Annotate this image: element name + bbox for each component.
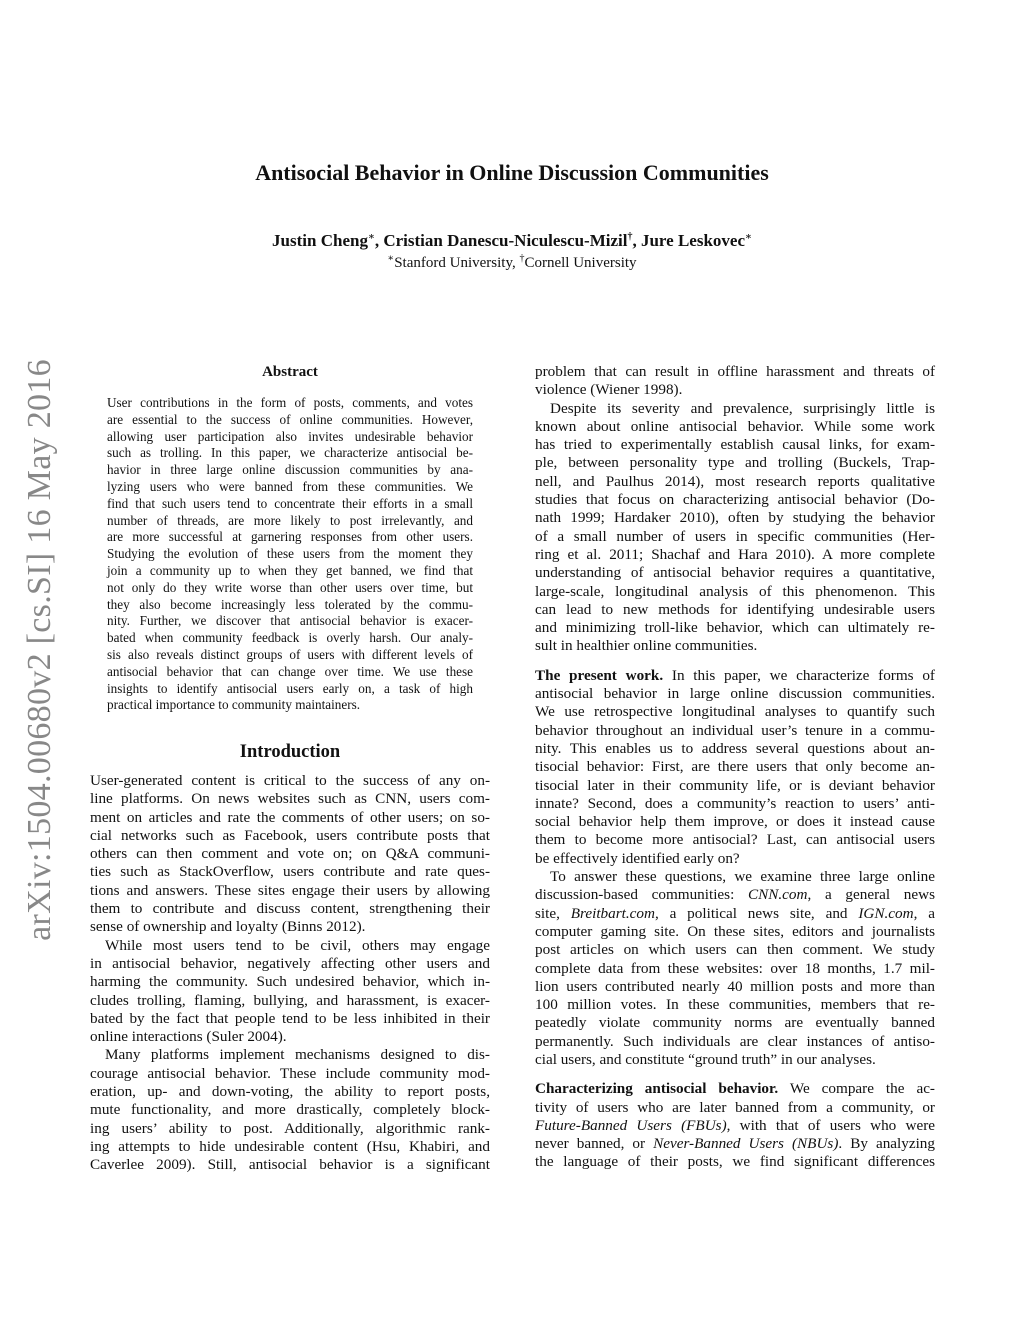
text-run: be effectively identified early on? <box>535 849 740 867</box>
text-line <box>90 1156 490 1174</box>
text-run: of a small number of users in specific communities (Her- <box>535 527 935 545</box>
text-run: sult in healthier online communities. <box>535 637 758 655</box>
text-line <box>90 1028 490 1046</box>
text-line <box>90 1138 490 1156</box>
text-line <box>535 528 935 546</box>
text-run: are essential to the success of online communities. However, <box>107 411 473 427</box>
text-line <box>535 941 935 959</box>
text-line <box>107 529 473 546</box>
text-line <box>90 1101 490 1119</box>
text-run: not only do they write worse than other users over time, but <box>107 579 473 595</box>
text-run: mute functionality, and more drastically, completely block- <box>90 1101 490 1119</box>
text-line <box>535 381 935 399</box>
text-line <box>107 647 473 664</box>
text-run: antisocial behavior in large online discussion communities. <box>535 685 935 703</box>
text-line <box>107 580 473 597</box>
text-run: such as trolling. In this paper, we characterize antisocial be- <box>107 445 473 461</box>
text-line <box>535 1080 935 1098</box>
text-run: line platforms. On news websites such as CNN, users com- <box>90 790 490 808</box>
paragraph <box>107 395 473 714</box>
text-run: online interactions (Suler 2004). <box>90 1028 287 1046</box>
text-run: ing users’ ability to post. Additionally, algorithmic rank- <box>90 1119 490 1137</box>
section-heading-introduction: Introduction <box>239 742 341 762</box>
emphasis: Never-Banned Users (NBUs) <box>653 1135 839 1153</box>
text-run: site, <box>535 904 571 922</box>
right-column-body <box>535 363 935 1172</box>
text-run: lion users contributed nearly 40 million posts and more than <box>535 977 935 995</box>
text-run: large-scale, longitudinal analysis of this phenomenon. This <box>535 582 935 600</box>
affiliations <box>0 255 1024 272</box>
text-line <box>535 583 935 601</box>
text-run: , a political news site, and <box>654 904 859 922</box>
abstract-heading: Abstract <box>262 364 318 380</box>
text-line <box>107 664 473 681</box>
text-line <box>90 882 490 900</box>
emphasis: CNN.com <box>747 886 808 904</box>
text-run: harming the community. Such undesired behavior, which in- <box>90 973 490 991</box>
text-line <box>535 601 935 619</box>
text-run: cial networks such as Facebook, users contribute posts that <box>90 826 490 844</box>
text-line <box>535 1033 935 1051</box>
text-run: problem that can result in offline harassment and threats of <box>535 363 935 380</box>
text-run: sense of ownership and loyalty (Binns 2012). <box>90 918 366 936</box>
text-run: ple, between personality type and trolling (Buckels, Trap- <box>535 454 935 472</box>
text-line <box>90 900 490 918</box>
text-line <box>535 960 935 978</box>
text-run: In this paper, we characterize forms of <box>663 666 935 684</box>
text-line <box>535 996 935 1014</box>
text-run: number of threads, are more likely to post irrelevantly, and <box>107 512 473 528</box>
text-line <box>535 758 935 776</box>
text-line <box>90 790 490 808</box>
text-line <box>535 722 935 740</box>
text-run: known about online antisocial behavior. While some work <box>535 417 935 435</box>
affiliation-mark: ∗ <box>387 253 395 264</box>
text-line <box>535 546 935 564</box>
text-line <box>90 973 490 991</box>
text-line <box>90 863 490 881</box>
text-run: tions and answers. These sites engage their users by allowing <box>90 881 490 899</box>
paper-title: Antisocial Behavior in Online Discussion Communities <box>255 160 769 185</box>
paragraph <box>90 772 490 937</box>
author-list <box>0 231 1024 251</box>
text-run: nity. Further, we discover that antisocial behavior is exacer- <box>107 613 473 629</box>
text-line <box>107 462 473 479</box>
paragraph <box>535 400 935 656</box>
affiliation-mark: † <box>519 253 525 264</box>
arxiv-stamp: arXiv:1504.00680v2 [cs.SI] 16 May 2016 <box>21 359 58 941</box>
text-run: courage antisocial behavior. These include community mod- <box>90 1064 490 1082</box>
text-run: ment on articles and rate the comments of other users; on so- <box>90 808 490 826</box>
text-run: them to become more antisocial? Last, can antisocial users <box>535 831 935 849</box>
text-run: social behavior help them improve, or does it instead cause <box>535 813 935 831</box>
text-line <box>107 613 473 630</box>
text-run: Studying the evolution of these users from the moment they <box>107 546 473 562</box>
text-line <box>535 1099 935 1117</box>
text-run: , a general news <box>807 886 935 904</box>
text-line <box>107 395 473 412</box>
text-line <box>535 905 935 923</box>
affiliation: Cornell University <box>524 255 637 271</box>
text-line <box>90 845 490 863</box>
text-line <box>535 795 935 813</box>
text-line <box>107 546 473 563</box>
text-run: post articles on which users can then comment. We study <box>535 941 935 959</box>
text-line <box>107 429 473 446</box>
text-run: in antisocial behavior, negatively affecting other users and <box>90 954 490 972</box>
text-run: Caverlee 2009). Still, antisocial behavior is a significant <box>90 1156 490 1174</box>
text-line <box>535 978 935 996</box>
text-line <box>90 1120 490 1138</box>
affiliation: Stanford University, <box>394 255 520 271</box>
text-line <box>535 363 935 381</box>
text-line <box>535 740 935 758</box>
text-run: never banned, or <box>535 1135 654 1153</box>
text-run: 100 million votes. In these communities, members that re- <box>535 996 935 1014</box>
text-line <box>535 454 935 472</box>
text-run: insights to identify antisocial users early on, a task of high <box>107 680 473 696</box>
text-line <box>535 491 935 509</box>
text-run: lyzing users who were banned from these communities. We <box>107 478 473 494</box>
text-line <box>535 436 935 454</box>
text-run: nity. This enables us to address several questions about an- <box>535 739 935 757</box>
emphasis: IGN.com <box>858 904 914 922</box>
text-run: Despite its severity and prevalence, surprisingly little is <box>550 399 935 417</box>
text-run: ing attempts to hide undesirable content (Hsu, Khabiri, and <box>90 1137 490 1155</box>
paragraph <box>535 363 935 400</box>
text-line <box>107 681 473 698</box>
text-line <box>90 827 490 845</box>
text-line <box>90 992 490 1010</box>
text-run: violence (Wiener 1998). <box>535 381 683 399</box>
text-line <box>535 1135 935 1153</box>
text-line <box>90 809 490 827</box>
text-run: eration, up- and down-voting, the ability to report posts, <box>90 1083 490 1101</box>
text-run: can lead to new methods for identifying undesirable users <box>535 600 935 618</box>
text-line <box>535 1014 935 1032</box>
text-line <box>535 473 935 491</box>
text-run: nath 1999; Hardaker 2010), often by studying the behavior <box>535 509 935 527</box>
text-line <box>107 445 473 462</box>
text-line <box>535 703 935 721</box>
text-run: . By analyzing <box>838 1135 935 1153</box>
text-run: User-generated content is critical to the success of any on- <box>90 772 490 789</box>
text-line <box>535 868 935 886</box>
affiliation-mark: † <box>627 231 633 243</box>
run-in-heading: The present work. <box>535 666 664 684</box>
paragraph <box>90 1046 490 1174</box>
author-name: Justin Cheng <box>272 231 368 250</box>
text-line <box>535 850 935 868</box>
text-run: havior in three large online discussion communities by ana- <box>107 462 473 478</box>
text-line <box>535 886 935 904</box>
text-line <box>535 667 935 685</box>
text-run: understanding of antisocial behavior requires a quantitative, <box>535 564 935 582</box>
text-run: innate? Second, does a community’s reaction to users’ anti- <box>535 794 935 812</box>
text-line <box>90 1083 490 1101</box>
text-line <box>107 412 473 429</box>
text-line <box>535 777 935 795</box>
text-run: tisocial behavior: First, are there users that only become an- <box>535 758 935 776</box>
text-line <box>535 813 935 831</box>
text-run: ties such as StackOverflow, users contribute and rate ques- <box>90 863 490 881</box>
run-in-heading: Characterizing antisocial behavior. <box>535 1080 779 1098</box>
text-run: practical importance to community maintainers. <box>107 697 361 713</box>
text-line <box>90 1065 490 1083</box>
affiliation-mark: ∗ <box>367 231 375 243</box>
text-run: ring et al. 2011; Shachaf and Hara 2010). A more complete <box>535 545 935 563</box>
text-line <box>107 597 473 614</box>
text-run: antisocial behavior that can change over time. We use these <box>107 663 473 679</box>
text-line <box>107 479 473 496</box>
text-run: and minimizing troll-like behavior, which can ultimately re- <box>535 619 935 637</box>
text-line <box>90 918 490 936</box>
author-name: , Jure Leskovec <box>632 231 746 250</box>
text-run: cludes trolling, flaming, bullying, and harassment, is exacer- <box>90 991 490 1009</box>
text-run: allowing user participation also invites undesirable behavior <box>107 428 473 444</box>
text-run: behavior throughout an individual user’s tenure in a commu- <box>535 721 935 739</box>
text-run: While most users tend to be civil, others may engage <box>105 936 490 954</box>
text-line <box>535 400 935 418</box>
text-run: studies that focus on characterizing antisocial behavior (Do- <box>535 491 935 509</box>
text-run: cial users, and constitute “ground truth” in our analyses. <box>535 1050 876 1068</box>
text-run: has tried to experimentally establish causal links, for exam- <box>535 436 935 454</box>
text-run: nell, and Paulhus 2014), most research reports qualitative <box>535 472 935 490</box>
text-run: We compare the ac- <box>778 1080 935 1098</box>
text-run: computer gaming site. On these sites, editors and journalists <box>535 922 935 940</box>
paragraph <box>535 1080 935 1171</box>
abstract-body <box>107 395 473 714</box>
text-run: We use retrospective longitudinal analyses to quantify such <box>535 703 935 721</box>
text-run: they also become increasingly less tolerated by the commu- <box>107 596 473 612</box>
text-run: , with that of users who were <box>726 1116 935 1134</box>
text-line <box>107 563 473 580</box>
text-line <box>90 937 490 955</box>
text-line <box>535 418 935 436</box>
text-run: the language of their posts, we find significant differences <box>535 1153 935 1171</box>
text-line <box>535 1117 935 1135</box>
text-run: discussion-based communities: <box>535 886 748 904</box>
text-line <box>535 564 935 582</box>
text-run: are more successful at garnering responses from other users. <box>107 529 473 545</box>
text-line <box>90 772 490 790</box>
text-run: find that such users tend to concentrate their efforts in a small <box>107 495 473 511</box>
text-line <box>107 630 473 647</box>
text-run: sis also reveals distinct groups of users with different levels of <box>107 646 473 662</box>
text-line <box>90 1010 490 1028</box>
text-run: Many platforms implement mechanisms designed to dis- <box>105 1046 490 1064</box>
text-line <box>535 831 935 849</box>
text-run: complete data from these websites: over 18 months, 1.7 mil- <box>535 959 935 977</box>
paragraph <box>535 868 935 1069</box>
emphasis: Breitbart.com <box>570 904 655 922</box>
text-run: bated by the fact that people tend to be less inhibited in their <box>90 1009 490 1027</box>
paragraph <box>535 667 935 868</box>
text-line <box>535 637 935 655</box>
affiliation-mark: ∗ <box>745 231 752 243</box>
text-line <box>107 513 473 530</box>
paragraph <box>90 937 490 1047</box>
text-run: tisocial later in their community life, or is deviant behavior <box>535 776 935 794</box>
text-line <box>535 509 935 527</box>
text-line <box>90 1046 490 1064</box>
text-line <box>535 1153 935 1171</box>
text-run: them to contribute and discuss content, strengthening their <box>90 900 490 918</box>
text-line <box>535 923 935 941</box>
text-run: To answer these questions, we examine three large online <box>550 868 935 886</box>
text-line <box>535 619 935 637</box>
text-line <box>107 697 473 714</box>
text-line <box>535 1051 935 1069</box>
text-run: bated when community feedback is overly harsh. Our analy- <box>107 630 473 646</box>
text-run: peatedly violate community norms are eventually banned <box>535 1014 935 1032</box>
text-line <box>90 955 490 973</box>
text-run: , a <box>913 904 935 922</box>
text-run: join a community up to when they get banned, we find that <box>107 562 473 578</box>
text-run: tivity of users who are later banned from a community, or <box>535 1098 935 1116</box>
text-line <box>107 496 473 513</box>
text-line <box>535 685 935 703</box>
author-name: , Cristian Danescu-Niculescu-Mizil <box>374 231 628 250</box>
text-run: User contributions in the form of posts, comments, and votes <box>107 395 473 410</box>
emphasis: Future-Banned Users (FBUs) <box>535 1116 727 1134</box>
text-run: permanently. Such individuals are clear instances of antiso- <box>535 1032 935 1050</box>
text-run: others can then comment and vote on; on Q&A communi- <box>90 845 490 863</box>
left-column-body <box>90 772 490 1175</box>
